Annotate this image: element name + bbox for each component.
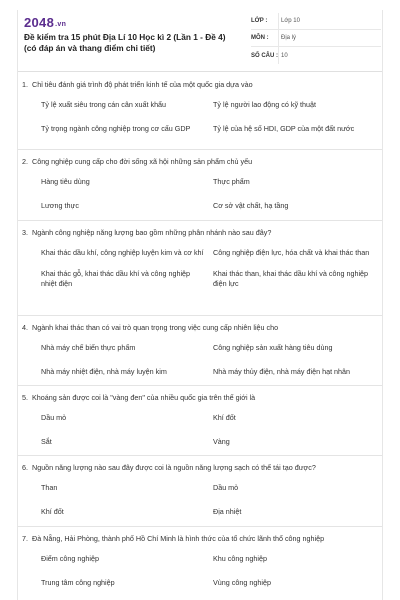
answer-option[interactable]: Dầu mỏ [213,483,239,492]
question-heading [18,157,383,167]
answer-options [41,413,383,447]
answer-option[interactable]: Vàng [213,437,230,446]
answer-option[interactable]: Địa nhiệt [213,507,242,516]
question-heading [18,463,383,473]
meta-row-count [251,47,381,64]
question-text: Chỉ tiêu đánh giá trình độ phát triển kinh tế của một quốc gia dựa vào [32,80,253,89]
answer-option[interactable]: Khai thác than, khai thác dầu khí và công nghiệp điện lực [213,269,369,288]
question-4 [18,316,383,386]
answer-option[interactable]: Nhà máy chế biến thực phẩm [41,343,136,352]
question-6 [18,456,383,527]
question-heading [18,80,383,90]
answer-option[interactable]: Tỷ trọng ngành công nghiệp trong cơ cấu GDP [41,124,191,133]
answer-options [41,343,383,377]
question-5 [18,386,383,456]
meta-value: Địa lý [278,30,296,46]
question-number: 2. [22,157,28,166]
answer-options [41,248,383,289]
logo-text: 2048 [24,15,55,30]
answer-option[interactable]: Nhà máy thủy điện, nhà máy điện hạt nhân [213,367,351,376]
site-logo[interactable] [24,15,66,30]
answer-option[interactable]: Thực phẩm [213,177,250,186]
answer-option[interactable]: Lương thực [41,201,79,210]
meta-table [251,13,381,64]
question-number: 5. [22,393,28,402]
answer-option[interactable]: Tỷ lệ của hệ số HDI, GDP của một đất nước [213,124,355,133]
question-text: Khoáng sản được coi là "vàng đen" của nhiều quốc gia trên thế giới là [32,393,256,402]
document-page [17,10,383,600]
answer-option[interactable]: Hàng tiêu dùng [41,177,90,186]
question-text: Đà Nẵng, Hải Phòng, thành phố Hồ Chí Minh là hình thức của tổ chức lãnh thổ công nghiệp [32,534,325,543]
question-text: Ngành khai thác than có vai trò quan trọng trong việc cung cấp nhiên liệu cho [32,323,279,332]
question-heading [18,534,383,544]
answer-option[interactable]: Điểm công nghiệp [41,554,99,563]
question-text: Nguồn năng lượng nào sau đây được coi là nguồn năng lượng sạch có thể tái tạo được? [32,463,316,472]
answer-option[interactable]: Khai thác gỗ, khai thác dầu khí và công nghiệp nhiệt điện [41,269,191,288]
answer-option[interactable]: Khí đốt [41,507,64,516]
question-number: 3. [22,228,28,237]
question-1 [18,72,383,150]
answer-options [41,100,383,134]
question-number: 1. [22,80,28,89]
answer-option[interactable]: Cơ sở vật chất, hạ tầng [213,201,289,210]
answer-options [41,177,383,211]
answer-option[interactable]: Vùng công nghiệp [213,578,271,587]
meta-row-subject [251,30,381,47]
answer-option[interactable]: Trung tâm công nghiệp [41,578,115,587]
meta-label: LỚP : [251,18,268,24]
meta-label: MÔN : [251,35,269,41]
question-list [18,72,383,597]
meta-value: 10 [278,47,288,64]
question-text: Ngành công nghiệp năng lượng bao gồm những phân nhánh nào sau đây? [32,228,272,237]
question-text: Công nghiệp cung cấp cho đời sống xã hội những sản phẩm chủ yếu [32,157,253,166]
answer-option[interactable]: Khí đốt [213,413,236,422]
question-heading [18,228,383,238]
question-heading [18,393,383,403]
question-2 [18,150,383,221]
answer-options [41,483,383,517]
answer-option[interactable]: Khai thác dầu khí, công nghiệp luyện kim và cơ khí [41,248,204,257]
question-3 [18,221,383,316]
answer-option[interactable]: Nhà máy nhiệt điện, nhà máy luyện kim [41,367,167,376]
question-number: 6. [22,463,28,472]
question-number: 4. [22,323,28,332]
question-7 [18,527,383,597]
meta-label: SỐ CÂU : [251,52,278,59]
question-number: 7. [22,534,28,543]
answer-option[interactable]: Công nghiệp điện lực, hóa chất và khai thác than [213,248,370,257]
answer-option[interactable]: Tỷ lệ người lao động có kỹ thuật [213,100,317,109]
meta-value: Lớp 10 [278,13,300,29]
logo-suffix: .vn [55,21,67,28]
answer-option[interactable]: Sắt [41,437,52,446]
answer-options [41,554,383,588]
question-heading [18,323,383,333]
answer-option[interactable]: Dầu mỏ [41,413,67,422]
document-title: Đề kiểm tra 15 phút Địa Lí 10 Học kì 2 (Lần 1 - Đề 4) (có đáp án và thang điểm chi tiết) [24,32,226,53]
document-header [18,10,382,72]
answer-option[interactable]: Công nghiệp sản xuất hàng tiêu dùng [213,343,333,352]
answer-option[interactable]: Khu công nghiệp [213,554,267,563]
answer-option[interactable]: Tỷ lệ xuất siêu trong cán cân xuất khẩu [41,100,167,109]
answer-option[interactable]: Than [41,483,58,492]
meta-row-class [251,13,381,30]
